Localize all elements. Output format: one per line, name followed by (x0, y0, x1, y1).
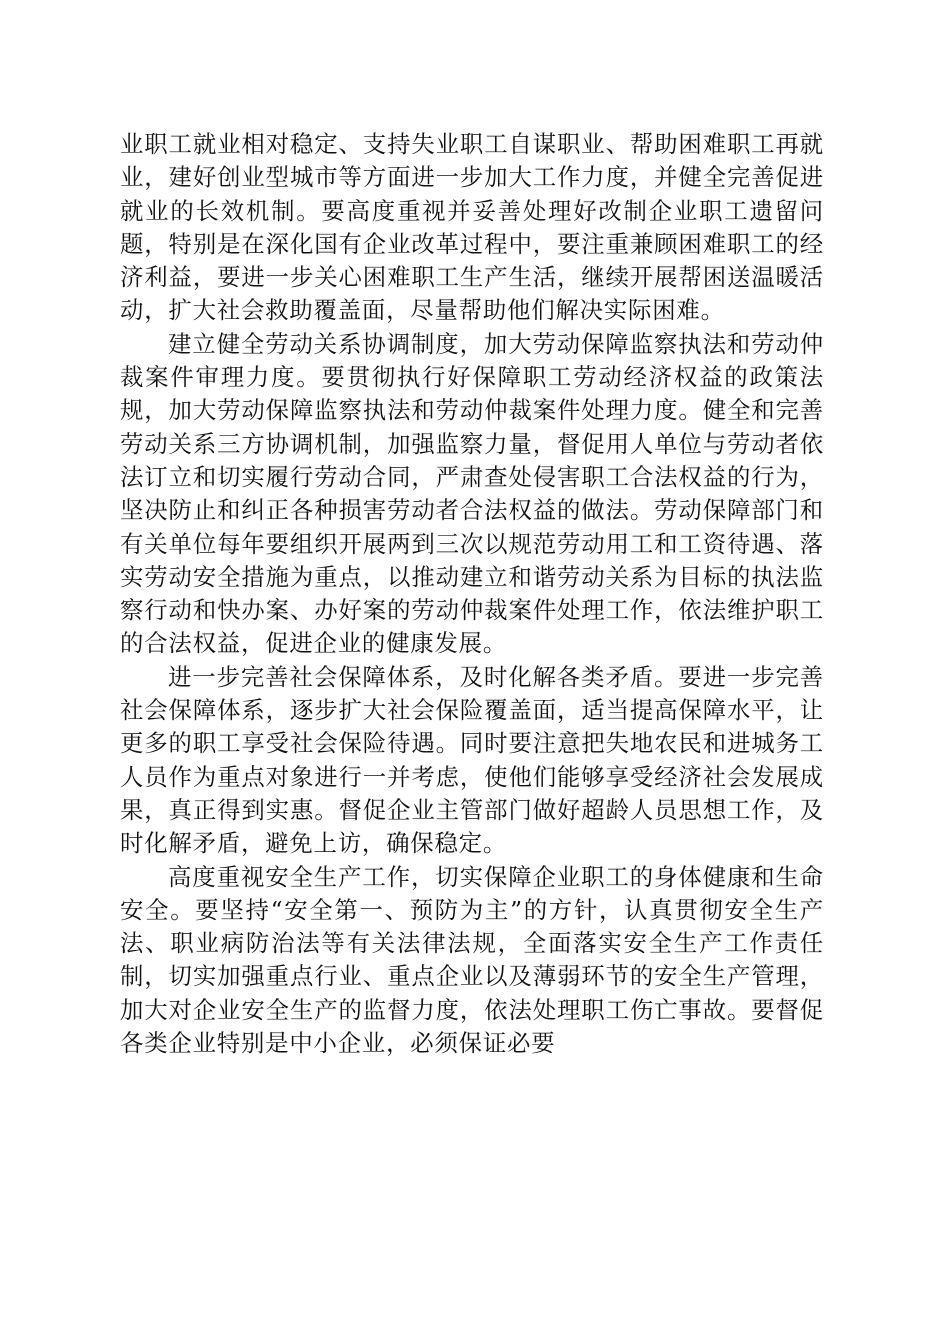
paragraph-work-safety: 高度重视安全生产工作，切实保障企业职工的身体健康和生命安全。要坚持“安全第一、预防为主”的方针，认真贯彻安全生产法、职业病防治法等有关法律法规，全面落实安全生产工作责任制，切实加强重点行业、重点企业以及薄弱环节的安全生产管理，加大对企业安全生产的监督力度，依法处理职工伤亡事故。要督促各类企业特别是中小企业，必须保证必要 (120, 862, 824, 1058)
paragraph-continued: 业职工就业相对稳定、支持失业职工自谋职业、帮助困难职工再就业，建好创业型城市等方面进一步加大工作力度，并健全完善促进就业的长效机制。要高度重视并妥善处理好改制企业职工遗留问题，特别是在深化国有企业改革过程中，要注重兼顾困难职工的经济利益，要进一步关心困难职工生产生活，继续开展帮困送温暖活动，扩大社会救助覆盖面，尽量帮助他们解决实际困难。 (120, 130, 824, 325)
paragraph-labor-relations: 建立健全劳动关系协调制度，加大劳动保障监察执法和劳动仲裁案件审理力度。要贯彻执行好保障职工劳动经济权益的政策法规，加大劳动保障监察执法和劳动仲裁案件处理力度。健全和完善劳动关系三方协调机制，加强监察力量，督促用人单位与劳动者依法订立和切实履行劳动合同，严肃查处侵害职工合法权益的行为，坚决防止和纠正各种损害劳动者合法权益的做法。劳动保障部门和有关单位每年要组织开展两到三次以规范劳动用工和工资待遇、落实劳动安全措施为重点，以推动建立和谐劳动关系为目标的执法监察行动和快办案、办好案的劳动仲裁案件处理工作，依法维护职工的合法权益，促进企业的健康发展。 (120, 329, 824, 658)
paragraph-social-security: 进一步完善社会保障体系，及时化解各类矛盾。要进一步完善社会保障体系，逐步扩大社会保险覆盖面，适当提高保障水平，让更多的职工享受社会保险待遇。同时要注意把失地农民和进城务工人员作为重点对象进行一并考虑，使他们能够享受经济社会发展成果，真正得到实惠。督促企业主管部门做好超龄人员思想工作，及时化解矛盾，避免上访，确保稳定。 (120, 662, 824, 858)
body-text (120, 128, 824, 1060)
